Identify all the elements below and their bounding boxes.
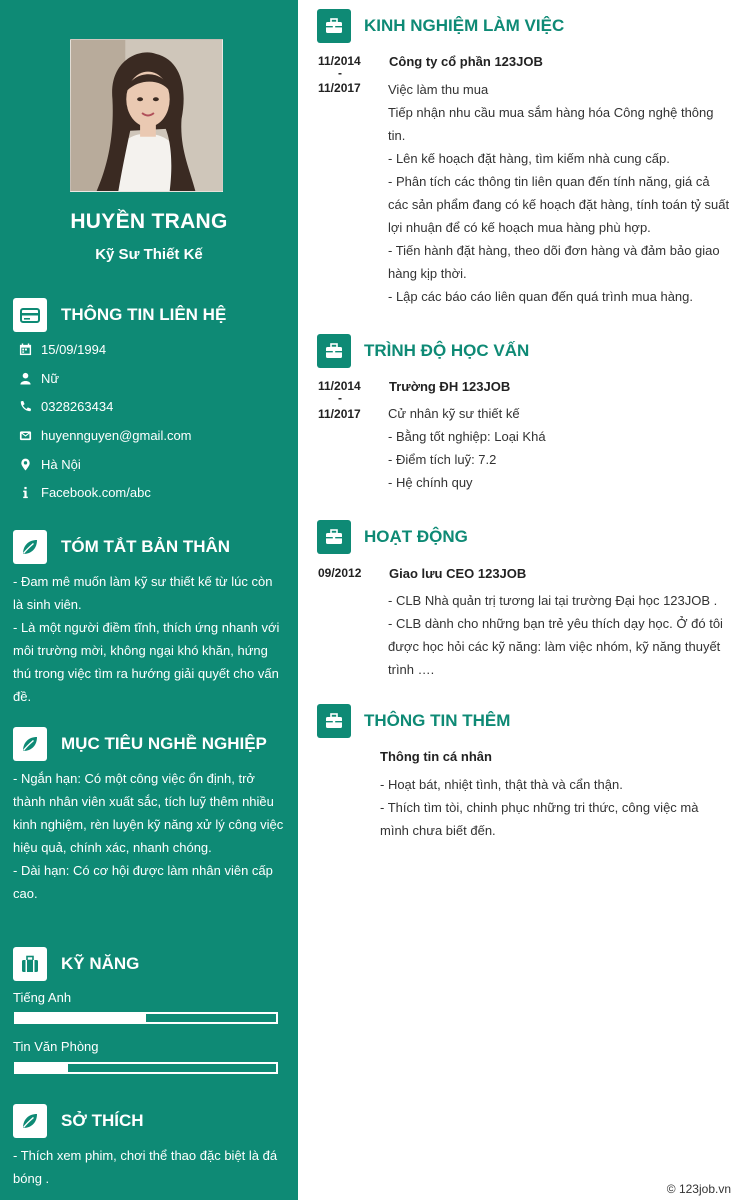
- phone-value[interactable]: 0328263434: [41, 398, 114, 414]
- email-icon: [18, 428, 32, 442]
- candidate-name: HUYỀN TRANG: [70, 210, 228, 233]
- extra-line: - Thích tìm tòi, chinh phục những tri thức, công việc mà mình chưa biết đến.: [380, 800, 699, 838]
- contact-gender: [18, 369, 59, 387]
- experience-start-date: 11/2014: [318, 54, 361, 68]
- briefcase-icon: [317, 704, 351, 738]
- summary-heading-label: TÓM TẮT BẢN THÂN: [61, 537, 231, 556]
- experience-details: [388, 78, 732, 308]
- goals-heading: [13, 727, 267, 761]
- experience-line: - Lập các báo cáo liên quan đến quá trình mua hàng.: [388, 289, 693, 304]
- experience-company: Công ty cổ phần 123JOB: [389, 54, 543, 69]
- skills-heading: [13, 947, 139, 981]
- contact-facebook: [18, 483, 151, 501]
- summary-text: [13, 570, 285, 708]
- briefcase-icon: [317, 334, 351, 368]
- hobbies-heading-label: SỞ THÍCH: [61, 1111, 144, 1130]
- activity-date: 09/2012: [318, 566, 362, 580]
- experience-line: - Phân tích các thông tin liên quan đến tính năng, giá cả các sản phẩm đang có kế hoạch đặt hàng, tính toán tỷ suất lợi nhuận để có kế hoạch mua hàng phù hợp.: [388, 174, 730, 235]
- briefcase-icon: [317, 9, 351, 43]
- hobbies-heading: [13, 1104, 144, 1138]
- goals-heading-label: MỤC TIÊU NGHỀ NGHIỆP: [61, 734, 267, 753]
- activities-heading-label: HOẠT ĐỘNG: [364, 527, 468, 546]
- education-school: Trường ĐH 123JOB: [389, 379, 511, 394]
- summary-line: - Là một người điềm tĩnh, thích ứng nhanh với môi trường mời, không ngại khó khăn, hứng thú trong việc tìm ra hướng giải quyết cho vấn đề.: [13, 620, 280, 704]
- info-icon: [18, 485, 32, 499]
- experience-heading-label: KINH NGHIỆM LÀM VIỆC: [364, 16, 565, 35]
- summary-heading: [13, 530, 230, 564]
- education-heading: [317, 334, 529, 368]
- facebook-value[interactable]: Facebook.com/abc: [41, 484, 151, 500]
- date-separator: -: [338, 391, 342, 405]
- birthday-value: 15/09/1994: [41, 341, 107, 357]
- hobbies-line: - Thích xem phim, chơi thể thao đặc biệt là đá bóng .: [13, 1148, 278, 1186]
- experience-line: - Tiến hành đặt hàng, theo dõi đơn hàng và đảm bảo giao hàng kịp thời.: [388, 243, 720, 281]
- experience-line: Tiếp nhận nhu cầu mua sắm hàng hóa Công nghệ thông tin.: [388, 105, 714, 143]
- skill-name: Tin Văn Phòng: [13, 1039, 99, 1054]
- extra-line: - Hoạt bát, nhiệt tình, thật thà và cẩn thận.: [380, 777, 623, 792]
- goals-line: - Ngắn hạn: Có một công việc ổn định, trở thành nhân viên xuất sắc, tích luỹ thêm nhiều kinh nghiệm, rèn luyện kỹ năng xử lý công việc hiệu quả, chính xác, nhanh chóng.: [13, 771, 284, 855]
- experience-end-date: 11/2017: [318, 81, 361, 95]
- activity-line: - CLB dành cho những bạn trẻ yêu thích dạy học. Ở đó tôi được học hỏi các kỹ năng: làm việc nhóm, kỹ năng thuyết trình ….: [388, 616, 723, 677]
- education-line: - Điểm tích luỹ: 7.2: [388, 452, 497, 467]
- skill-bar-fill: [16, 1064, 68, 1072]
- contact-heading: [13, 298, 226, 332]
- avatar: [70, 39, 223, 192]
- contact-address: [18, 455, 81, 473]
- gender-value: Nữ: [41, 370, 60, 386]
- extra-details: [380, 773, 730, 842]
- map-pin-icon: [18, 457, 32, 471]
- activity-line: - CLB Nhà quản trị tương lai tại trường Đại học 123JOB .: [388, 593, 718, 608]
- skill-bar: [14, 1012, 278, 1024]
- activity-details: [388, 589, 732, 681]
- leaf-icon: [13, 1104, 47, 1138]
- briefcase-icon: [317, 520, 351, 554]
- contact-heading-label: THÔNG TIN LIÊN HỆ: [61, 305, 227, 324]
- education-line: - Bằng tốt nghiệp: Loại Khá: [388, 429, 546, 444]
- education-start-date: 11/2014: [318, 379, 361, 393]
- sidebar: [0, 0, 298, 1200]
- education-heading-label: TRÌNH ĐỘ HỌC VẤN: [364, 341, 530, 360]
- extra-heading: [317, 704, 510, 738]
- extra-subheading: Thông tin cá nhân: [380, 749, 492, 764]
- candidate-title: Kỹ Sư Thiết Kế: [95, 246, 203, 263]
- education-end-date: 11/2017: [318, 407, 361, 421]
- skill-name: Tiếng Anh: [13, 990, 72, 1005]
- experience-heading: [317, 9, 564, 43]
- goals-text: [13, 767, 285, 905]
- contact-email: [18, 426, 192, 444]
- education-line: - Hệ chính quy: [388, 475, 473, 490]
- skill-bar: [14, 1062, 278, 1074]
- education-details: [388, 402, 732, 494]
- email-value[interactable]: huyennguyen@gmail.com: [41, 427, 192, 443]
- skills-heading-label: KỸ NĂNG: [61, 954, 140, 973]
- briefcase-icon: [13, 947, 47, 981]
- address-value: Hà Nội: [41, 456, 81, 472]
- extra-heading-label: THÔNG TIN THÊM: [364, 711, 511, 730]
- activity-event: Giao lưu CEO 123JOB: [389, 566, 527, 581]
- leaf-icon: [13, 530, 47, 564]
- leaf-icon: [13, 727, 47, 761]
- user-icon: [18, 371, 32, 385]
- profile-photo: [71, 40, 222, 191]
- calendar-icon: [18, 342, 32, 356]
- id-card-icon: [13, 298, 47, 332]
- experience-line: - Lên kế hoạch đặt hàng, tìm kiếm nhà cung cấp.: [388, 151, 670, 166]
- summary-line: - Đam mê muốn làm kỹ sư thiết kế từ lúc còn là sinh viên.: [13, 574, 273, 612]
- goals-line: - Dài hạn: Có cơ hội được làm nhân viên cấp cao.: [13, 863, 273, 901]
- education-line: Cử nhân kỹ sư thiết kế: [388, 406, 520, 421]
- footer-copyright[interactable]: © 123job.vn: [666, 1182, 731, 1196]
- experience-line: Việc làm thu mua: [388, 82, 489, 97]
- phone-icon: [18, 399, 32, 413]
- contact-birthday: [18, 340, 106, 358]
- date-separator: -: [338, 66, 342, 80]
- contact-phone: [18, 397, 113, 415]
- skill-bar-fill: [16, 1014, 146, 1022]
- activities-heading: [317, 520, 468, 554]
- hobbies-text: [13, 1144, 285, 1190]
